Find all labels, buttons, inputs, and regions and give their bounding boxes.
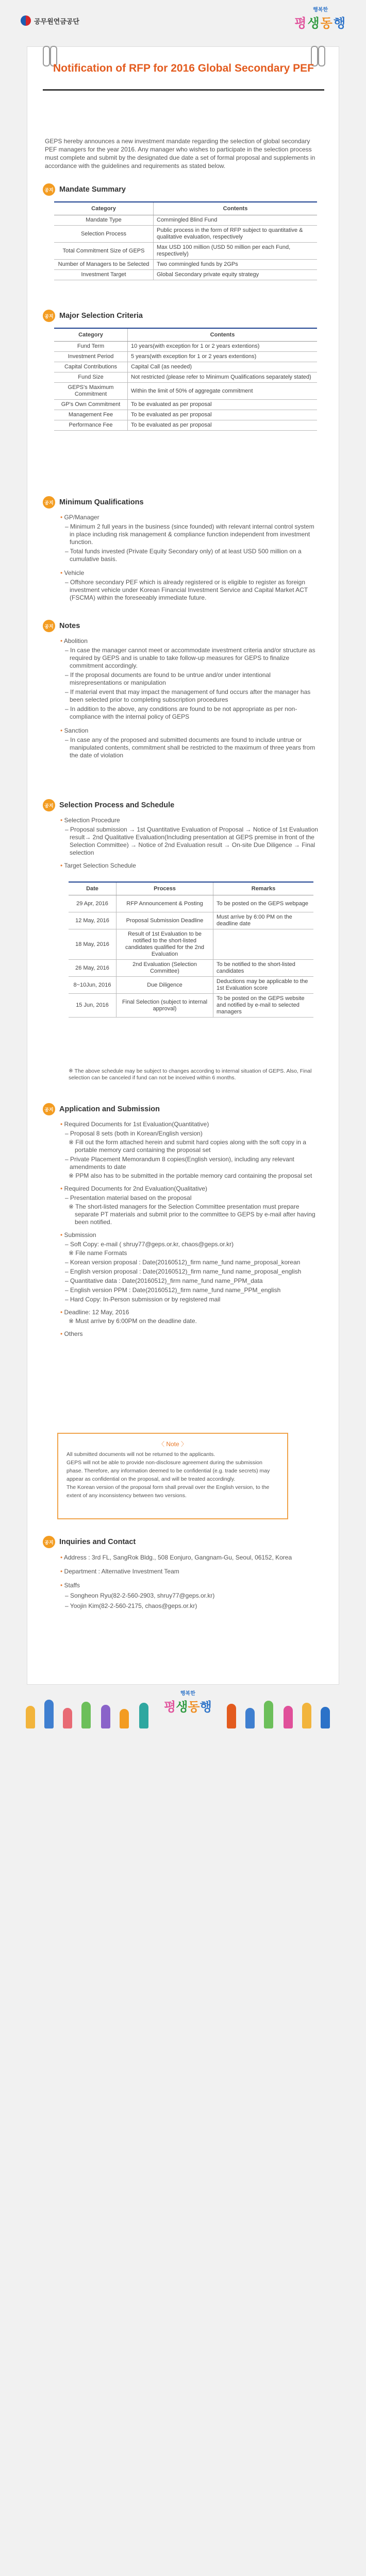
table-cell-date: 18 May, 2016 — [69, 929, 117, 960]
table-cell-category: GP's Own Commitment — [54, 400, 128, 410]
table-row — [54, 400, 317, 410]
criteria-heading: 공지 Major Selection Criteria — [43, 310, 143, 322]
notice-icon: 공지 — [43, 799, 55, 811]
table-row — [69, 912, 313, 929]
notes-heading: 공지 Notes — [43, 620, 80, 632]
table-cell-category: Total Commitment Size of GEPS — [54, 243, 154, 260]
criteria-table — [54, 328, 317, 431]
person-figure-icon — [139, 1703, 148, 1728]
list-item: – In addition to the above, any conditions are found to be not appropriate as per non-compliance with the internal policy of GEPS — [60, 705, 318, 721]
sanction-items — [60, 736, 318, 759]
table-cell-contents: To be evaluated as per proposal — [128, 400, 318, 410]
person-figure-icon — [284, 1706, 293, 1728]
mandate-heading: 공지 Mandate Summary — [43, 183, 126, 196]
note-item: ※ The short-listed managers for the Selection Committee presentation must prepare separate PT materials and submit prior to the committee to GEPS by e-mail after having been notified. — [69, 1203, 315, 1226]
contact-staff[interactable]: – Songheon Ryu(82-2-560-2903, shruy77@geps.or.kr) — [60, 1591, 318, 1600]
table-cell-process: Proposal Submission Deadline — [117, 912, 213, 929]
table-row — [54, 352, 317, 362]
submission-label: • Submission — [60, 1231, 318, 1239]
list-item: – Soft Copy: e-mail ( shruy77@geps.or.kr, chaos@geps.or.kr) — [60, 1241, 318, 1248]
vehicle-label: • Vehicle — [60, 569, 318, 577]
list-item: – If material event that may impact the management of fund occurs after the manager has been selected prior to completing subscription procedures — [60, 688, 318, 704]
table-cell-category: Investment Period — [54, 352, 128, 362]
table-row — [54, 383, 317, 400]
table-row — [54, 260, 317, 270]
procedure-text: – Proposal submission → 1st Quantitative Evaluation of Proposal → Notice of 1st Evaluation result→ 2nd Qualitative Evaluation(Including presentation at GEPS premise in front of the Selection Committee) → Notice of 2nd Evaluation result → On-site Due Diligence → Final selection — [60, 826, 318, 857]
list-item: – English version PPM : Date(20160512)_firm name_fund name_PPM_english — [60, 1286, 318, 1294]
list-item: – Offshore secondary PEF which is already registered or is eligible to register as foreign investment vehicle under Korean Financial Investment Service and Capital Market ACT (FSCMA) within the foreseeably immediate future. — [60, 579, 318, 602]
table-header: Category — [54, 202, 154, 215]
slogan-logo — [294, 5, 346, 31]
deadline-note: ※ Must arrive by 6:00PM on the deadline date. — [69, 1317, 197, 1325]
table-row — [69, 895, 313, 912]
table-cell-process: Result of 1st Evaluation to be notified to the short-listed candidates qualified for the 2nd Evaluation — [117, 929, 213, 960]
table-row — [69, 960, 313, 977]
table-cell-contents: Within the limit of 50% of aggregate commitment — [128, 383, 318, 400]
list-item: – In case the manager cannot meet or accommodate investment criteria and/or structure as required by GEPS and is unable to take follow-up measures for GEPS to finalize commitment accordingly. — [60, 647, 318, 670]
note-item: ※ PPM also has to be submitted in the portable memory card containing the proposal set — [69, 1172, 312, 1179]
table-cell-category: Fund Size — [54, 372, 128, 383]
list-item: – Minimum 2 full years in the business (since founded) with relevant internal control system in place including risk management & compliance function independent from investment function. — [60, 523, 318, 546]
minimum-block — [60, 511, 318, 602]
procedure-label: • Selection Procedure — [60, 817, 318, 824]
note-title: 〈 Note 〉 — [158, 1440, 188, 1448]
org-name: 공무원연금공단 — [34, 17, 79, 25]
footer-slogan-logo: 행복한 평생동행 — [164, 1691, 212, 1714]
contact-heading: 공지 Inquiries and Contact — [43, 1536, 136, 1548]
application-block — [60, 1117, 318, 1338]
table-cell-category: Mandate Type — [54, 215, 154, 226]
table-cell-category: Performance Fee — [54, 420, 128, 431]
list-item: – In case any of the proposed and submitted documents are found to include untrue or manipulated contents, commitment shall be restricted to the maximum of three years from the date of violation — [60, 736, 318, 759]
table-row — [54, 226, 317, 243]
table-cell-contents: To be evaluated as per proposal — [128, 420, 318, 431]
list-item: – English version proposal : Date(20160512)_firm name_fund name_proposal_english — [60, 1268, 318, 1276]
table-cell-contents: Two commingled funds by 2GPs — [154, 260, 318, 270]
table-cell-contents: Not restricted (please refer to Minimum Qualifications separately stated) — [128, 372, 318, 383]
table-row — [69, 929, 313, 960]
org-logo[interactable] — [21, 15, 79, 26]
req2-label: • Required Documents for 2nd Evaluation(Qualitative) — [60, 1185, 318, 1193]
schedule-footnote: ※ The above schedule may be subject to changes according to internal situation of GEPS. Also, Final selection can be canceled if fund can not be inceived within 6 months. — [69, 1068, 312, 1081]
others-label: • Others — [60, 1330, 318, 1338]
person-figure-icon — [44, 1700, 54, 1728]
table-cell-process: 2nd Evaluation (Selection Committee) — [117, 960, 213, 977]
notice-card — [27, 46, 339, 1685]
table-cell-contents: 5 years(with exception for 1 or 2 years extentions) — [128, 352, 318, 362]
deadline-label: • Deadline: 12 May, 2016 — [60, 1309, 318, 1316]
person-figure-icon — [302, 1703, 311, 1728]
slogan-big: 평생동행 — [294, 16, 346, 30]
table-row — [54, 362, 317, 372]
page-title: Notification of RFP for 2016 Global Secondary PEF — [53, 62, 314, 74]
table-cell-remarks: Deductions may be applicable to the 1st Evaluation score — [213, 977, 314, 994]
table-cell-category: Management Fee — [54, 410, 128, 420]
note-item: ※ File name Formats — [69, 1249, 127, 1257]
req2-lines — [60, 1194, 318, 1226]
person-figure-icon — [81, 1702, 91, 1728]
table-cell-contents: To be evaluated as per proposal — [128, 410, 318, 420]
table-row — [54, 243, 317, 260]
target-label: • Target Selection Schedule — [60, 862, 318, 870]
table-row — [54, 372, 317, 383]
table-cell-remarks: To be posted on the GEPS website and notified by e-mail to selected managers — [213, 994, 314, 1018]
contact-address: • Address : 3rd FL, SangRok Bldg., 508 Eonjuro, Gangnam-Gu, Seoul, 06152, Korea — [60, 1553, 318, 1562]
schedule-table — [69, 882, 313, 1018]
abolition-label: • Abolition — [60, 637, 318, 645]
note-box — [57, 1433, 288, 1519]
table-cell-contents: Public process in the form of RFP subject to quantitative & qualitative evaluation, respectively — [154, 226, 318, 243]
table-cell-category: GEPS's Maximum Commitment — [54, 383, 128, 400]
procedure-block — [60, 814, 318, 870]
table-cell-date: 26 May, 2016 — [69, 960, 117, 977]
table-row — [54, 420, 317, 431]
gp-label: • GP/Manager — [60, 514, 318, 521]
table-row — [54, 270, 317, 280]
table-header: Contents — [154, 202, 318, 215]
notes-block — [60, 634, 318, 759]
list-item: – If the proposal documents are found to be untrue and/or under intentional misrepresentations or manipulation — [60, 671, 318, 687]
person-figure-icon — [26, 1706, 35, 1728]
contact-block — [60, 1550, 318, 1611]
req1-lines — [60, 1130, 318, 1180]
contact-department: • Department : Alternative Investment Team — [60, 1567, 318, 1576]
table-cell-date: 15 Jun, 2016 — [69, 994, 117, 1018]
table-header: Date — [69, 882, 117, 895]
note-line: GEPS will not be able to provide non-disclosure agreement during the submission phase. Therefore, any information deemed to be confidential (e.g. trade secrets) may appear as confidential on the proposal, and will be treated accordingly. — [66, 1460, 270, 1482]
mandate-table — [54, 201, 317, 280]
person-figure-icon — [101, 1705, 110, 1728]
table-cell-category: Investment Target — [54, 270, 154, 280]
notice-icon: 공지 — [43, 620, 55, 632]
notice-icon: 공지 — [43, 1536, 55, 1548]
person-figure-icon — [120, 1709, 129, 1728]
table-cell-category: Selection Process — [54, 226, 154, 243]
table-cell-date: 8~10Jun, 2016 — [69, 977, 117, 994]
table-header: Process — [117, 882, 213, 895]
list-item: – Presentation material based on the proposal — [60, 1194, 318, 1202]
table-cell-category: Number of Managers to be Selected — [54, 260, 154, 270]
sanction-label: • Sanction — [60, 727, 318, 735]
table-cell-contents: Global Secondary private equity strategy — [154, 270, 318, 280]
contact-staff[interactable]: – Yoojin Kim(82-2-560-2175, chaos@geps.or.kr) — [60, 1602, 318, 1611]
application-heading: 공지 Application and Submission — [43, 1103, 160, 1115]
footer-illustration — [0, 1685, 366, 1747]
slogan-small: 행복한 — [313, 7, 328, 13]
table-cell-date: 12 May, 2016 — [69, 912, 117, 929]
list-item: – Proposal 8 sets (both in Korean/English version) — [60, 1130, 318, 1138]
table-cell-category: Capital Contributions — [54, 362, 128, 372]
table-row — [54, 215, 317, 226]
gp-items — [60, 523, 318, 563]
req1-label: • Required Documents for 1st Evaluation(Quantitative) — [60, 1121, 318, 1128]
table-cell-process: Final Selection (subject to internal approval) — [117, 994, 213, 1018]
list-item: – Private Placement Memorandum 8 copies(English version), including any relevant amendments to date — [60, 1156, 318, 1171]
submission-lines — [60, 1241, 318, 1303]
notice-icon: 공지 — [43, 310, 55, 322]
table-row — [54, 342, 317, 352]
person-figure-icon — [227, 1704, 236, 1728]
notice-icon: 공지 — [43, 183, 55, 196]
person-figure-icon — [245, 1708, 255, 1728]
table-cell-remarks: To be posted on the GEPS webpage — [213, 895, 314, 912]
table-row — [54, 410, 317, 420]
table-cell-contents: Commingled Blind Fund — [154, 215, 318, 226]
note-line: The Korean version of the proposal form shall prevail over the English version, to the extent of any inconsistency between two versions. — [66, 1484, 270, 1499]
table-cell-contents: Max USD 100 million (USD 50 million per each Fund, respectively) — [154, 243, 318, 260]
table-cell-process: RFP Announcement & Posting — [117, 895, 213, 912]
person-figure-icon — [321, 1707, 330, 1728]
list-item: – Total funds invested (Private Equity Secondary only) of at least USD 500 million on a cumulative basis. — [60, 548, 318, 563]
contact-staffs-label: • Staffs — [60, 1581, 318, 1590]
list-item: – Quantitative data : Date(20160512)_firm name_fund name_PPM_data — [60, 1277, 318, 1285]
notice-icon: 공지 — [43, 1103, 55, 1115]
table-header: Remarks — [213, 882, 314, 895]
person-figure-icon — [264, 1701, 273, 1728]
table-row — [69, 977, 313, 994]
vehicle-items — [60, 579, 318, 602]
table-cell-process: Due Diligence — [117, 977, 213, 994]
table-cell-remarks: Must arrive by 6:00 PM on the deadline date — [213, 912, 314, 929]
table-header: Category — [54, 328, 128, 342]
table-cell-date: 29 Apr, 2016 — [69, 895, 117, 912]
table-header: Contents — [128, 328, 318, 342]
logo-icon — [21, 15, 31, 26]
table-cell-contents: 10 years(with exception for 1 or 2 years extentions) — [128, 342, 318, 352]
table-cell-contents: Capital Call (as needed) — [128, 362, 318, 372]
note-item: ※ Fill out the form attached herein and submit hard copies along with the soft copy in a portable memory card containing the proposal set — [69, 1139, 306, 1154]
table-row — [69, 994, 313, 1018]
list-item: – Korean version proposal : Date(20160512)_firm name_fund name_proposal_korean — [60, 1259, 318, 1266]
list-item: – Hard Copy: In-Person submission or by registered mail — [60, 1296, 318, 1303]
notice-icon: 공지 — [43, 496, 55, 509]
table-cell-category: Fund Term — [54, 342, 128, 352]
abolition-items — [60, 647, 318, 721]
intro-text: GEPS hereby announces a new investment mandate regarding the selection of global secondary PEF managers for the year 2016. Any manager who wishes to participate in the selection process must complete and submit by the designated due date a set of formal proposal and supplements in accordance with the guidelines and requirements as stated below. — [45, 138, 315, 170]
person-figure-icon — [63, 1708, 72, 1728]
note-line: All submitted documents will not be returned to the applicants. — [66, 1451, 215, 1458]
table-cell-remarks: To be notified to the short-listed candidates — [213, 960, 314, 977]
top-bar — [0, 0, 366, 50]
schedule-heading: 공지 Selection Process and Schedule — [43, 799, 174, 811]
title-divider — [43, 89, 324, 91]
table-cell-remarks — [213, 929, 314, 960]
minimum-heading: 공지 Minimum Qualifications — [43, 496, 144, 509]
